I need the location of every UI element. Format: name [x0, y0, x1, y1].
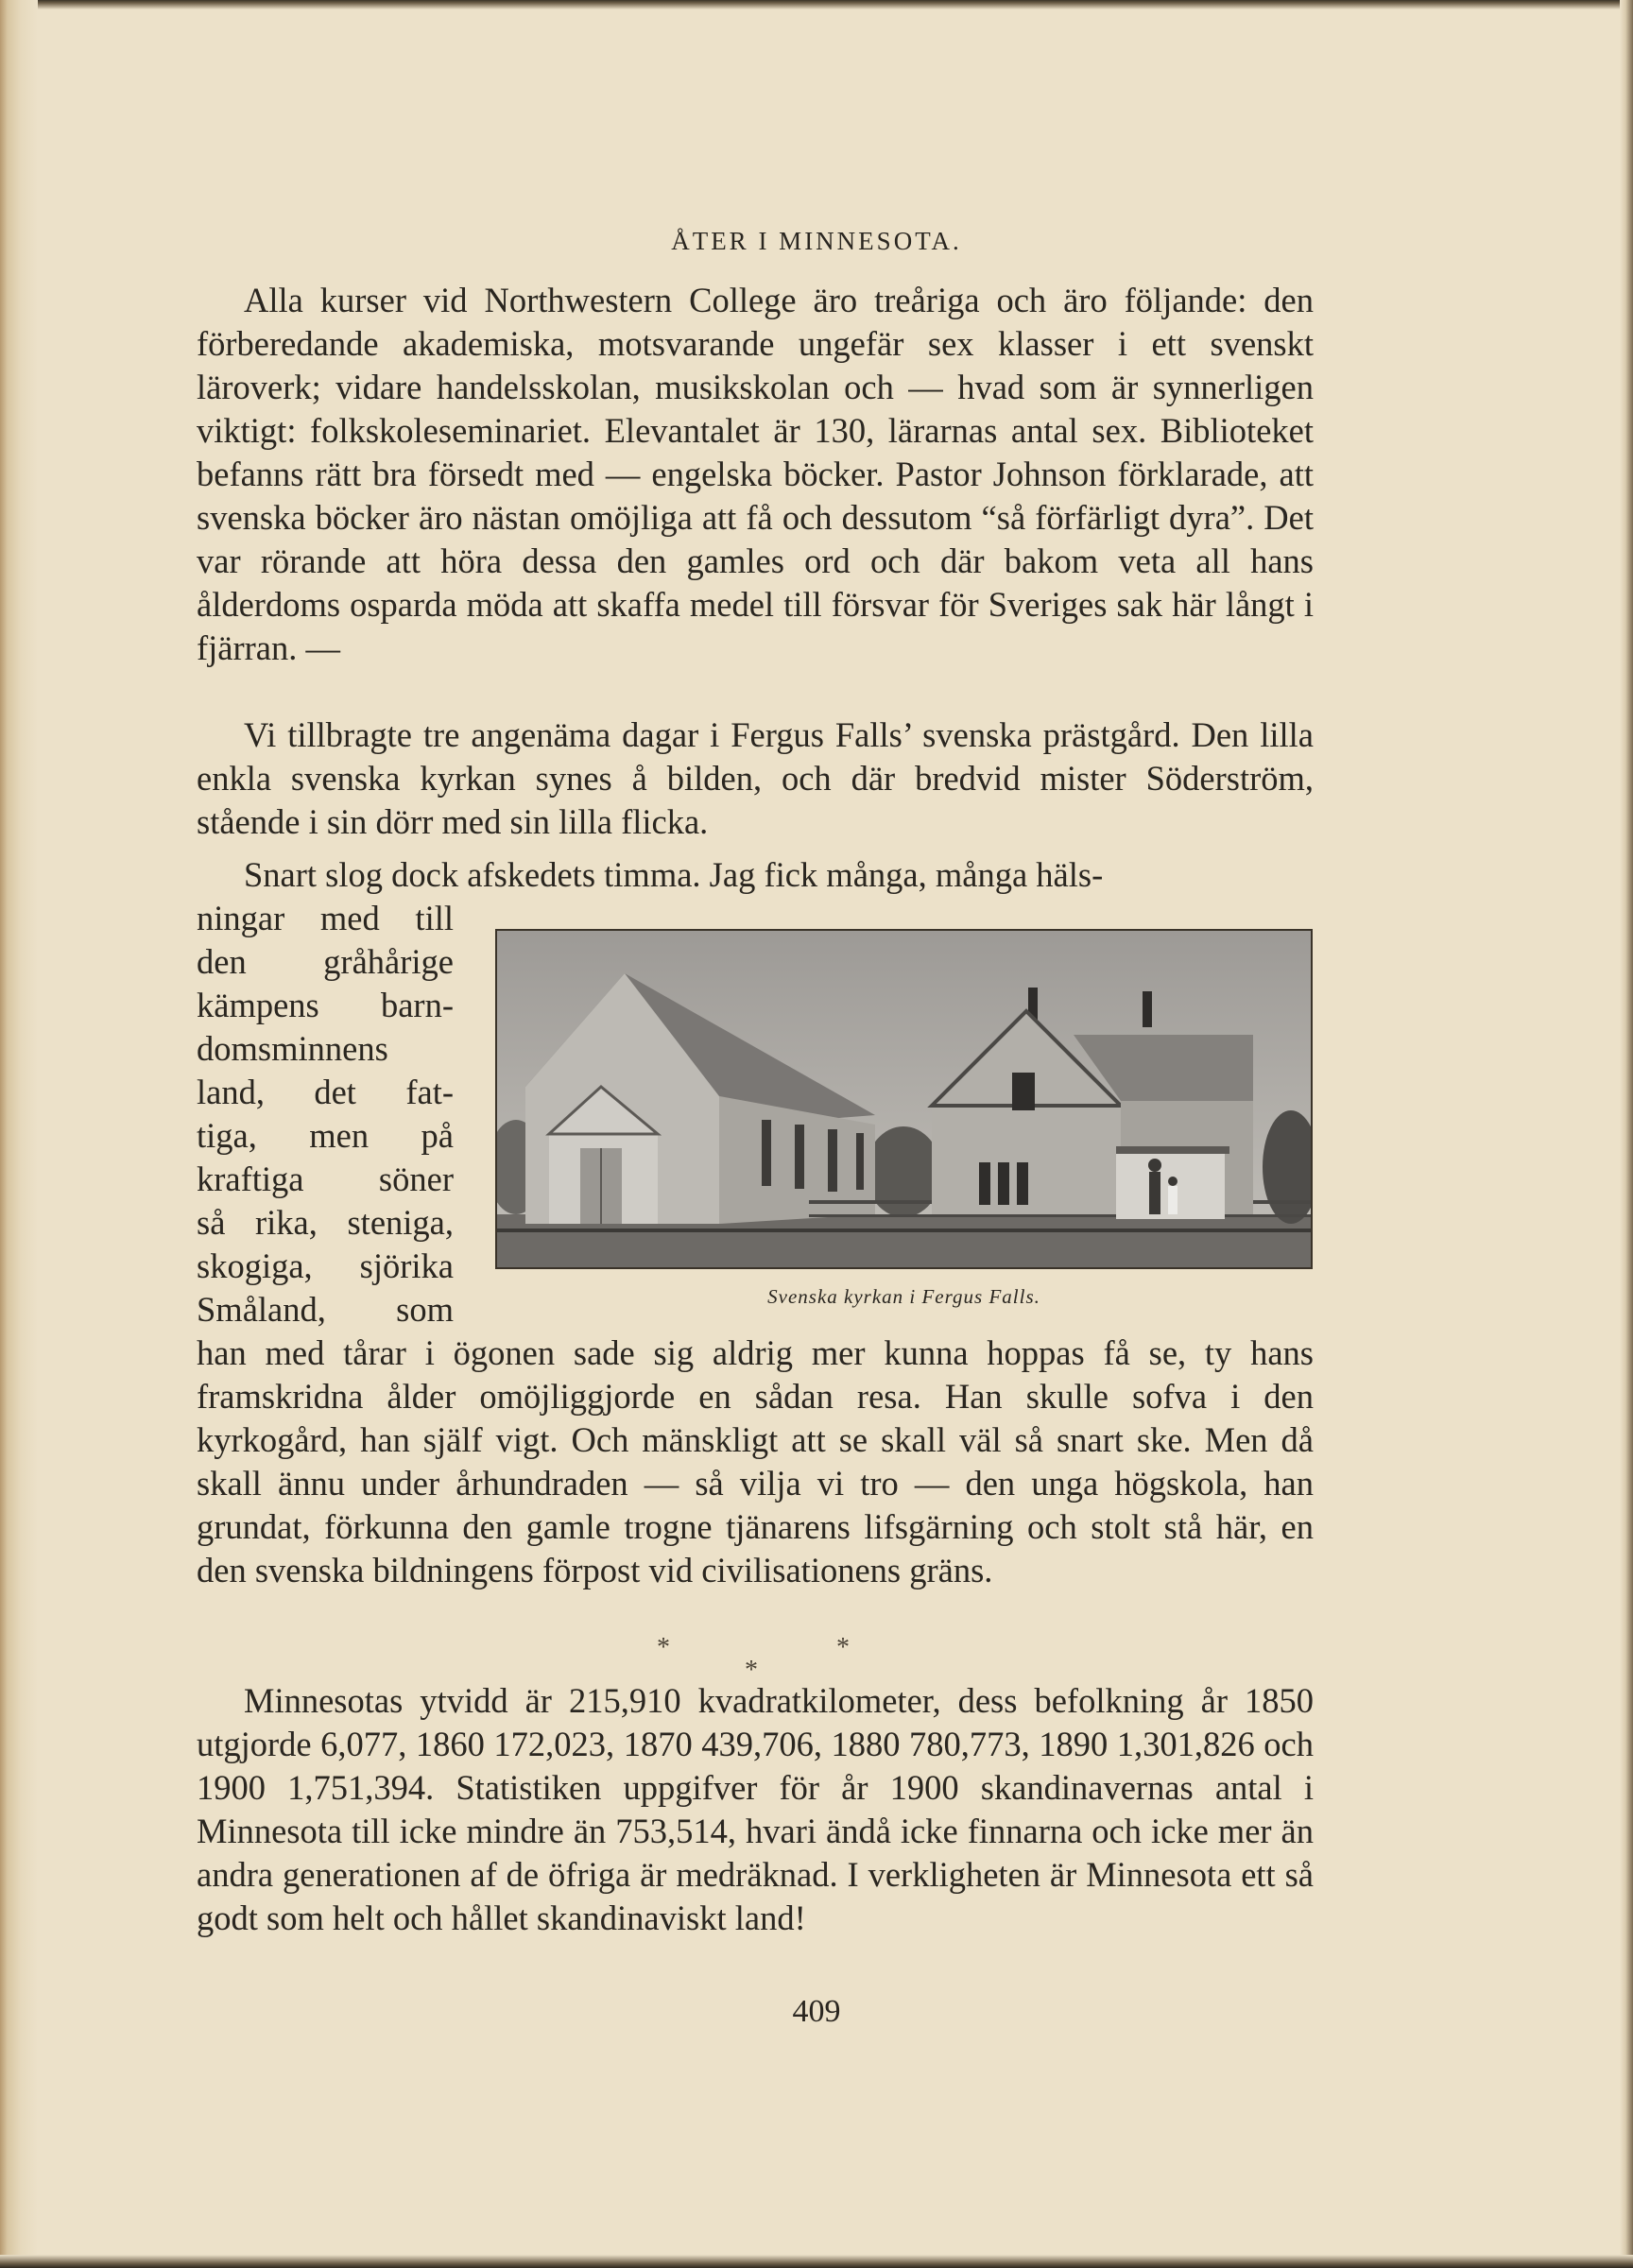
page-right-edge — [1620, 0, 1633, 2268]
church-photo-illustration — [497, 931, 1311, 1267]
section-break-asterisks — [0, 1633, 1633, 1685]
wrapped-line: domsminnens — [197, 1029, 388, 1068]
wrapped-line: skogiga, sjörika — [197, 1246, 454, 1285]
wrapped-line: ningar med till — [197, 899, 454, 937]
paragraph-text: Alla kurser vid Northwestern College äro treåriga och äro följande: den förberedande akademiska, motsvarande ungefär sex klasser i ett svenskt läroverk; vidare handelsskolan, musikskolan och — hvad som är synnerligen viktigt: folkskoleseminariet. Elevantalet är 130, lärarnas antal sex. Biblioteket befanns rätt bra försedt med — engelska böcker. Pastor Johnson förklarade, att svenska böcker äro nästan omöjliga att få och dessutom “så förfärligt dyra”. Det var rörande att höra dessa den gamles ord och där bakom veta all hans ålderdoms osparda möda att skaffa medel till försvar för Sveriges sak här långt i fjärran. — — [197, 281, 1314, 667]
running-head: ÅTER I MINNESOTA. — [671, 227, 962, 255]
paragraph-text: Snart slog dock afskedets timma. Jag fick många, många häls- — [244, 855, 1104, 894]
paragraph-fergus-falls — [197, 713, 1314, 844]
paragraph-college-courses — [197, 279, 1314, 670]
church-photograph — [495, 929, 1313, 1269]
wrapped-line: så rika, steniga, — [197, 1203, 454, 1242]
page-bottom-edge — [0, 2255, 1633, 2268]
paragraph-farewell-rest — [197, 1332, 1314, 1592]
page-top-edge — [0, 0, 1633, 9]
wrapped-line: den gråhårige — [197, 942, 454, 981]
paragraph-minnesota-statistics — [197, 1679, 1314, 1940]
paragraph-text: han med tårar i ögonen sade sig aldrig mer kunna hoppas få se, ty hans framskridna ålder omöjliggjorde en sådan resa. Han skulle sofva i den kyrkogård, han själf vigt. Och mänskligt att se skall väl så snart ske. Men då skall ännu under århundraden — så vilja vi tro — den unga högskola, han grundat, förkunna den gamle trogne tjänarens lifsgärning och stolt stå här, en den svenska bildningens förpost vid civilisationens gräns. — [197, 1333, 1314, 1589]
wrapped-line: kraftiga söner — [197, 1160, 454, 1198]
asterisk: * — [836, 1633, 850, 1662]
text-wrapped-beside-photo — [197, 897, 454, 1332]
page-binding-edge — [0, 0, 38, 2268]
paragraph-farewell-intro — [197, 853, 1314, 897]
page-number: 409 — [792, 1994, 841, 2029]
paragraph-text: Vi tillbragte tre angenäma dagar i Fergus Falls’ svenska prästgård. Den lilla enkla svenska kyrkan synes å bilden, och där bredvid mister Söderström, stående i sin dörr med sin lilla flicka. — [197, 715, 1314, 841]
wrapped-line: kämpens barn- — [197, 986, 454, 1024]
photo-caption: Svenska kyrkan i Fergus Falls. — [767, 1285, 1040, 1308]
wrapped-line: tiga, men på — [197, 1116, 454, 1155]
wrapped-line: land, det fat- — [197, 1073, 454, 1111]
wrapped-line: Småland, som — [197, 1290, 454, 1329]
asterisk: * — [745, 1656, 758, 1685]
paragraph-text: Minnesotas ytvidd är 215,910 kvadratkilometer, dess befolkning år 1850 utgjorde 6,077, 1860 172,023, 1870 439,706, 1880 780,773, 1890 1,301,826 och 1900 1,751,394. Statistiken uppgifver för år 1900 skandinavernas antal i Minnesota till icke mindre än 753,514, hvari ändå icke finnarna och icke mer än andra generationen af de öfriga är medräknad. I verkligheten är Minnesota ett så godt som helt och hållet skandinaviskt land! — [197, 1681, 1314, 1937]
asterisk: * — [657, 1633, 670, 1662]
